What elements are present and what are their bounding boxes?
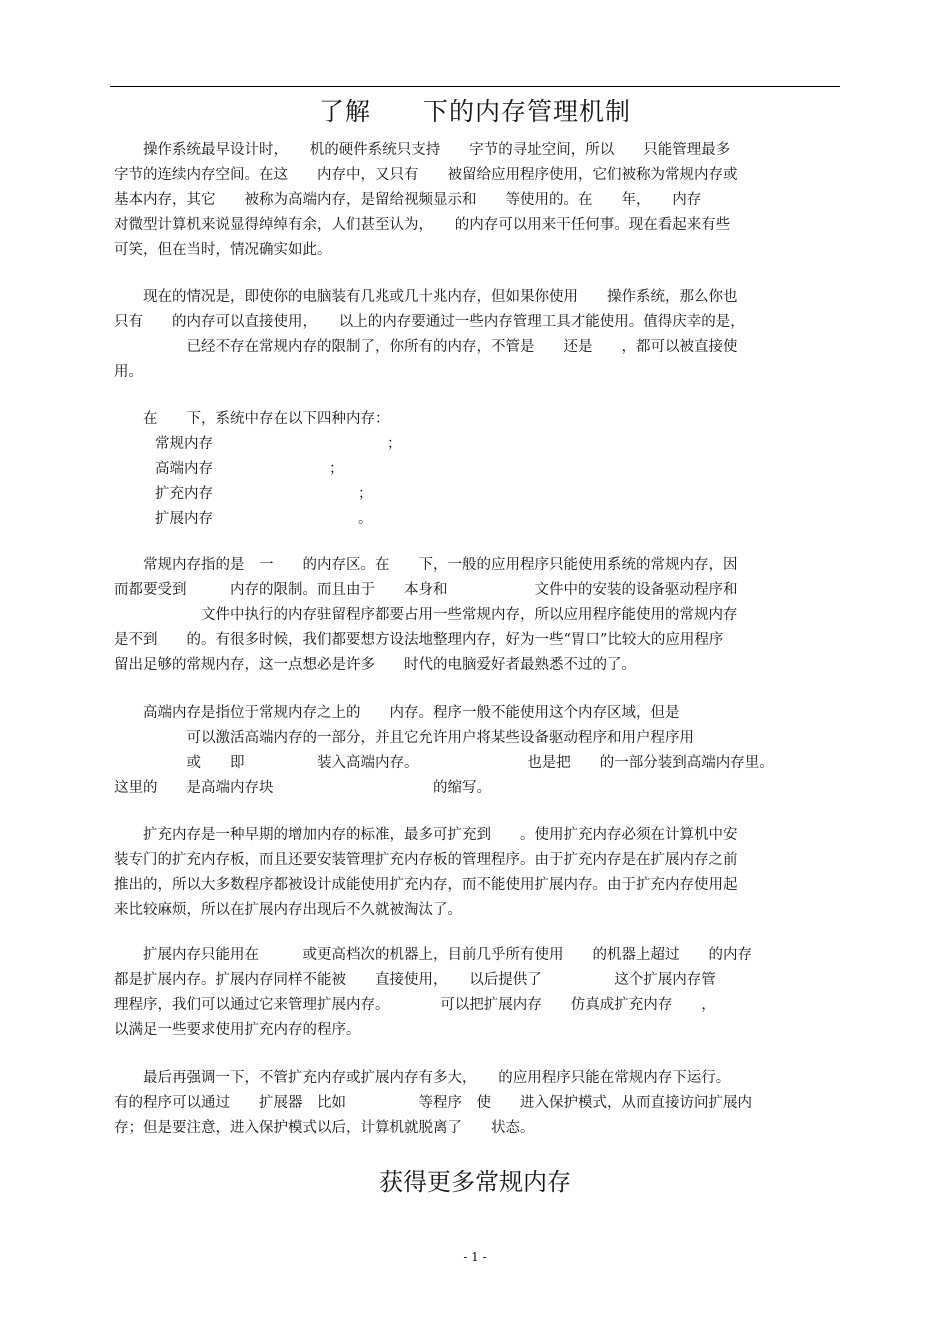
paragraph-5 [114, 701, 840, 801]
page-number: - 1 - [463, 1250, 487, 1264]
text-line: 都是扩展内存。扩展内存同样不能被 直接使用， 以后提供了 这个扩展内存管 [114, 972, 716, 988]
paragraph-4 [114, 553, 840, 678]
text-line: 高端内存是指位于常规内存之上的 内存。程序一般不能使用这个内存区域，但是 [114, 705, 680, 721]
list-item: 扩展内存 。 [155, 511, 373, 527]
text-line: 可笑，但在当时，情况确实如此。 [114, 242, 332, 258]
paragraph-1 [114, 138, 840, 263]
text-line: 基本内存，其它 被称为高端内存，是留给视频显示和 等使用的。在 年， 内存 [114, 192, 702, 208]
text-line: 扩充内存是一种早期的增加内存的标准，最多可扩充到 。使用扩充内存必须在计算机中安 [114, 827, 738, 843]
text-line: 在 下，系统中存在以下四种内存： [114, 411, 390, 427]
list-item: 高端内存 ； [155, 461, 344, 477]
text-line: 这里的 是高端内存块 的缩写。 [114, 780, 491, 796]
text-line: 对微型计算机来说显得绰绰有余，人们甚至认为， 的内存可以用来干任何事。现在看起来有些 [114, 217, 731, 233]
text-line: 用。 [114, 364, 143, 380]
text-line: 而都要受到 内存的限制。而且由于 本身和 文件中的安装的设备驱动程序和 [114, 582, 738, 598]
text-line: 以满足一些要求使用扩充内存的程序。 [114, 1022, 361, 1038]
text-line: 只有 的内存可以直接使用， 以上的内存要通过一些内存管理工具才能使用。值得庆幸的是， [114, 314, 745, 330]
text-line: 文件中执行的内存驻留程序都要占用一些常规内存，所以应用程序能使用的常规内存 [114, 607, 738, 623]
text-line: 留出足够的常规内存，这一点想必是许多 时代的电脑爱好者最熟悉不过的了。 [114, 657, 636, 673]
text-line: 操作系统最早设计时， 机的硬件系统只支持 字节的寻址空间，所以 只能管理最多 [114, 142, 731, 158]
text-line: 来比较麻烦，所以在扩展内存出现后不久就被淘汰了。 [114, 902, 462, 918]
paragraph-3 [114, 407, 840, 432]
text-line: 理程序，我们可以通过它来管理扩展内存。 可以把扩展内存 仿真成扩充内存 ， [114, 997, 716, 1013]
text-line: 现在的情况是，即使你的电脑装有几兆或几十兆内存，但如果你使用 操作系统，那么你也 [114, 289, 738, 305]
text-line: 可以激活高端内存的一部分，并且它允许用户将某些设备驱动程序和用户程序用 [114, 730, 694, 746]
paragraph-2 [114, 285, 840, 385]
section-heading: 获得更多常规内存 [379, 1168, 571, 1196]
text-line: 字节的连续内存空间。在这 内存中，又只有 被留给应用程序使用，它们被称为常规内存或 [114, 167, 738, 183]
text-line: 存；但是要注意，进入保护模式以后，计算机就脱离了 状态。 [114, 1120, 535, 1136]
page-title: 了解 下的内存管理机制 [318, 97, 631, 126]
text-line: 常规内存指的是 一 的内存区。在 下，一般的应用程序只能使用系统的常规内存，因 [114, 557, 738, 573]
memory-type-list [155, 432, 555, 532]
text-line: 推出的，所以大多数程序都被设计成能使用扩充内存，而不能使用扩展内存。由于扩充内存使用起 [114, 877, 738, 893]
paragraph-7 [114, 943, 840, 1043]
text-line: 扩展内存只能用在 或更高档次的机器上，目前几乎所有使用 的机器上超过 的内存 [114, 947, 752, 963]
text-line: 是不到 的。有很多时候，我们都要想方设法地整理内存，好为一些“胃口”比较大的应用程序 [114, 632, 724, 648]
text-line: 有的程序可以通过 扩展器 比如 等程序 使 进入保护模式，从而直接访问扩展内 [114, 1095, 752, 1111]
text-line: 装专门的扩充内存板，而且还要安装管理扩充内存板的管理程序。由于扩充内存是在扩展内存之前 [114, 852, 738, 868]
text-line: 或 即 装入高端内存。 也是把 的一部分装到高端内存里。 [114, 755, 774, 771]
text-line: 最后再强调一下，不管扩充内存或扩展内存有多大， 的应用程序只能在常规内存下运行。 [114, 1070, 731, 1086]
header-rule [110, 86, 840, 87]
list-item: 常规内存 ； [155, 436, 402, 452]
paragraph-8 [114, 1066, 840, 1141]
paragraph-6 [114, 823, 840, 923]
list-item: 扩充内存 ； [155, 486, 373, 502]
text-line: 已经不存在常规内存的限制了，你所有的内存，不管是 还是 ，都可以被直接使 [114, 339, 738, 355]
